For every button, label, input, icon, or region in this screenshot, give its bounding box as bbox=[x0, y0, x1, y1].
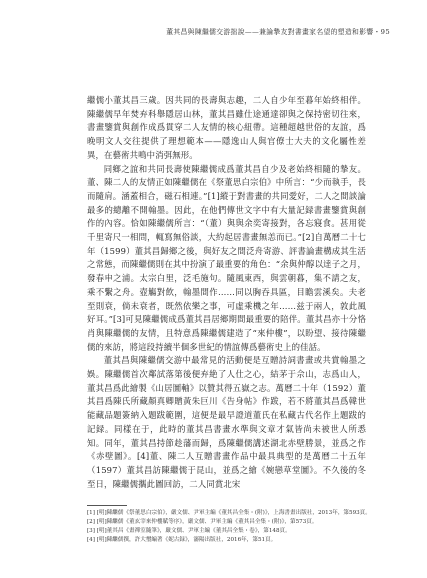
paragraph-1: 繼儒小董其昌三歲。因共同的長壽與志趣，二人自少年至暮年始終相伴。陳繼儒早年焚弃科舉隱居山林，董其昌雖仕途通達卻與之保持密切往來，書畫鑒賞與創作成爲貫穿二人友情的核心紐帶。這種超越世俗的友誼，爲晚明文人交往提供了理想範本——隱逸山人與官僚士大夫的文化屬性差異，在藝術共鳴中消弭無形。 bbox=[87, 95, 366, 160]
paragraph-2: 同鄉之誼和共同長壽使陳繼儒成爲董其昌自少及老始終相隨的摯友。董、陳二人的友情正如陳繼儒在《祭董思白宗伯》中所言：“少而執手，長而隨肩。涵蓋相合，磁石相連。”[1]縱于對書畫的共同愛好，二人之間談論最多的總離不開翰墨。因此，在他們傳世文字中有大量記録書畫鑒賞與創作的內容。恰如陳繼儒所言：“（董）與與余奕寄接對，各忘寢食。甚用從千里寄尺一相問，輒寫無俗談，大約起居書畫無恙而已。”[2]自萬曆二十七年（1599）董其昌歸鄉之後，與好友之間泛舟寄游、評書論畫構成其生活之常態，而陳繼儒則在其中扮演了最重要的角色：“余與仲醇以逹子之月，發春申之浦。太宗白里，泛毛施句。隨風東西，與雲朝暮，集不請之友，乘不繫之舟。壺觴對飲，翰墨間作……同以胸吞具區，目瞻雲溪矣。夫老至則衰，倘未衰者，既然依樂之事，可虛乘機之年……兹于兩人，敦此風好耳。”[3]可見陳繼儒成爲董其昌居鄉期間最重要的陪伴。董其昌亦十分恪肖與陳繼儒的友情，且特意爲陳繼儒建造了“來仲樓”，以盼望、接待陳繼儒的來訪，將這段持續半個多世紀的情誼傳爲藝術史上的佳話。 bbox=[87, 163, 366, 352]
footnote-4: [4] [明]陳繼儒撰，許大璽編著《妮古録》，瀋陽出版社，2016年，第51頁。 bbox=[87, 536, 277, 543]
footnote-separator bbox=[87, 505, 127, 506]
footnotes bbox=[87, 509, 377, 545]
paragraph-3: 董其昌與陳繼儒交游中最常見的活動便是互贈詩詞書畫或共賞翰墨之娛。陳繼儒首次鄰試落第後便弃絶了人仕之心，結茅于佘山，志爲山人，董其昌爲此繪製《山居圖軸》以贊其得五嶽之志。萬曆二十年（1592）董其昌爲陳氏所藏顏真卿贈黃朱巨川《告身帖》作跋，若不將董其昌爲韓世能藏品題簽納入題跋範圍，這便是最早證道董氏在私藏古代名作上題跋的記録。同樣在于，此時的董其昌書畫水準與文章才氣皆尚未被世人所悉知。同年，董其昌持節趁藩而歸，爲陳繼儒講述湖北赤壁勝景，並爲之作《赤壁圖》。[4]董、陳二人互贈書畫作品中最具典型的是萬曆二十五年（1597）董其昌訪陳繼儒于昆山，並爲之繪《婉戀草堂圖》。不久後的冬至日，陳繼儒攜此圖回訪，二人同賞北宋 bbox=[87, 355, 366, 489]
main-text bbox=[87, 94, 366, 491]
running-header: 董其昌與陳繼儒交游拙說——兼論摯友對書畫家名望的塑造和影響・95 bbox=[166, 28, 390, 36]
footnote-3: [3] [明]董其昌《畫禪室隨筆》，嚴文儒、尹軍主編《董其昌全集・卷》，第148頁。 bbox=[87, 527, 291, 534]
footnote-2: [2] [明]陳繼儒《董玄宰來仲樓賦等序》，嚴文儒、尹軍主編《董其昌全集・(附)》，第573頁。 bbox=[87, 518, 318, 525]
footnote-1: [1] [明]陳繼儒《祭董思白宗伯》，嚴文儒、尹軍主編《董其昌全集・(附)》，上海書畫出版社，2013年，第593頁。 bbox=[87, 510, 371, 516]
